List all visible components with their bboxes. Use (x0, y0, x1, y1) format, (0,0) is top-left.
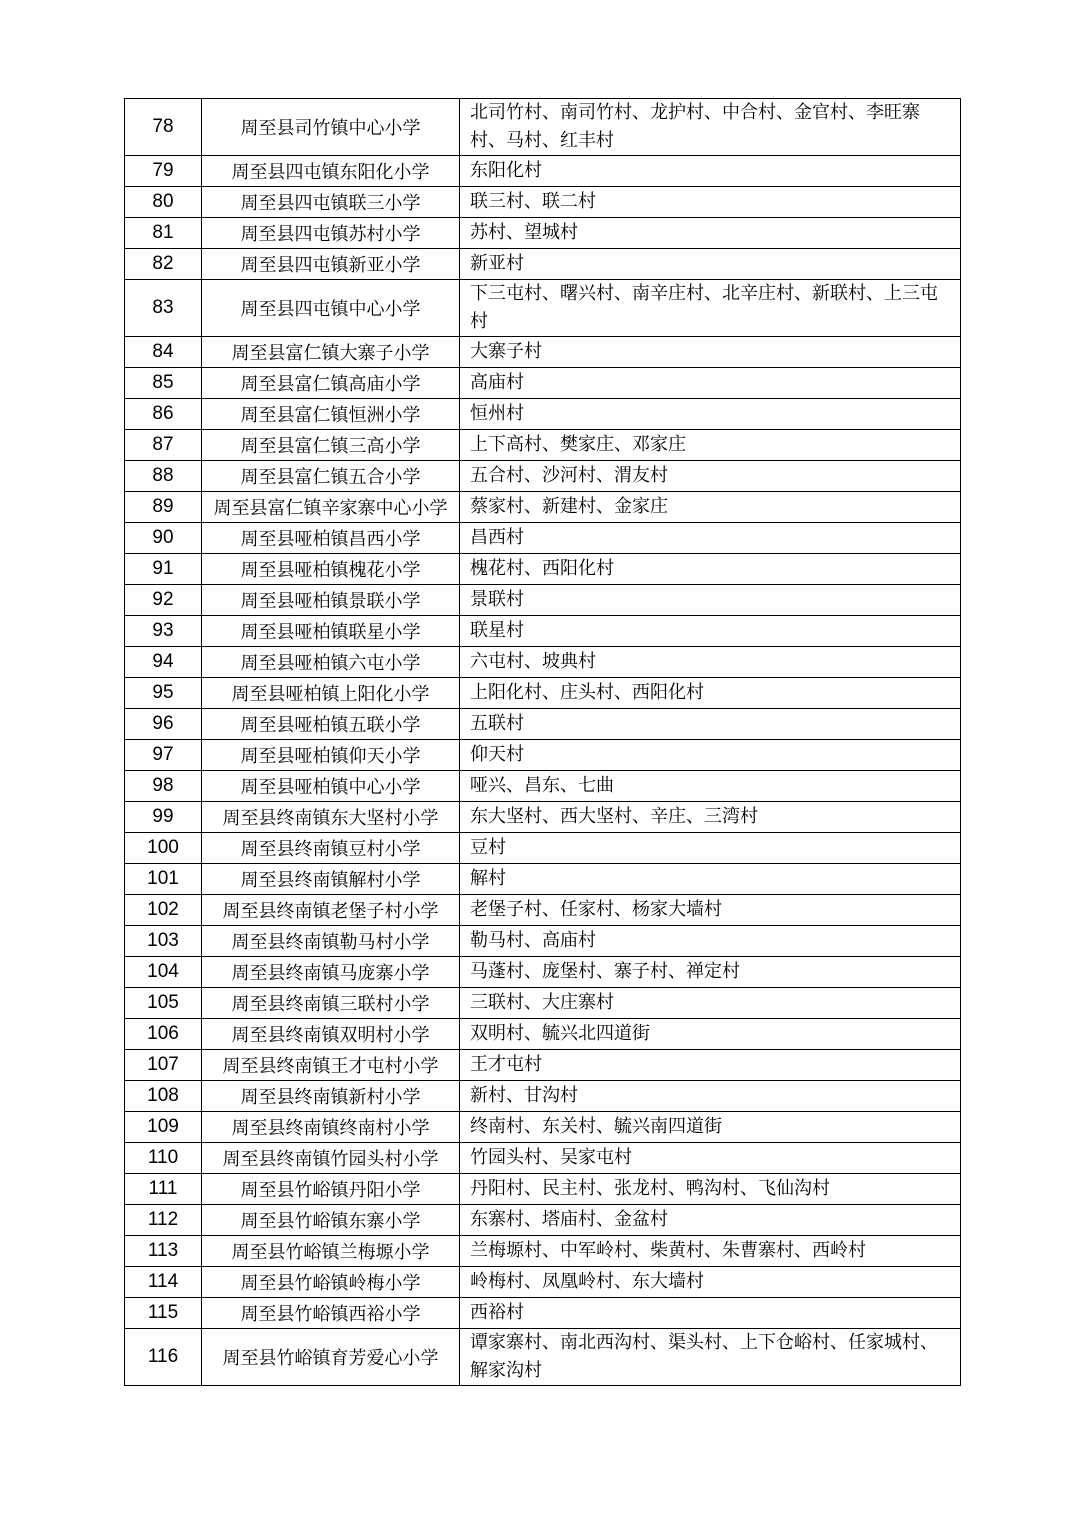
row-number: 106 (125, 1019, 202, 1050)
row-number: 88 (125, 461, 202, 492)
row-number: 113 (125, 1236, 202, 1267)
row-number: 89 (125, 492, 202, 523)
table-row (125, 709, 961, 740)
row-number: 111 (125, 1174, 202, 1205)
row-number: 78 (125, 99, 202, 156)
school-name: 周至县终南镇新村小学 (202, 1081, 460, 1112)
table-row (125, 771, 961, 802)
table-row (125, 1298, 961, 1329)
row-number: 105 (125, 988, 202, 1019)
table-row (125, 1050, 961, 1081)
school-name: 周至县终南镇解村小学 (202, 864, 460, 895)
village-list: 五联村 (460, 709, 961, 740)
school-name: 周至县四屯镇中心小学 (202, 280, 460, 337)
school-name: 周至县富仁镇三高小学 (202, 430, 460, 461)
village-list: 槐花村、西阳化村 (460, 554, 961, 585)
school-name: 周至县终南镇终南村小学 (202, 1112, 460, 1143)
row-number: 100 (125, 833, 202, 864)
village-list: 兰梅塬村、中军岭村、柴黄村、朱曹寨村、西岭村 (460, 1236, 961, 1267)
school-name: 周至县哑柏镇六屯小学 (202, 647, 460, 678)
village-list: 豆村 (460, 833, 961, 864)
table-row (125, 1267, 961, 1298)
table-row (125, 280, 961, 337)
village-list: 解村 (460, 864, 961, 895)
row-number: 90 (125, 523, 202, 554)
village-list: 老堡子村、任家村、杨家大墙村 (460, 895, 961, 926)
row-number: 101 (125, 864, 202, 895)
row-number: 96 (125, 709, 202, 740)
row-number: 116 (125, 1329, 202, 1386)
table-row (125, 1081, 961, 1112)
row-number: 94 (125, 647, 202, 678)
table-row (125, 1112, 961, 1143)
village-list: 双明村、毓兴北四道街 (460, 1019, 961, 1050)
row-number: 91 (125, 554, 202, 585)
school-name: 周至县富仁镇辛家寨中心小学 (202, 492, 460, 523)
table-row (125, 187, 961, 218)
village-list: 谭家寨村、南北西沟村、渠头村、上下仓峪村、任家城村、解家沟村 (460, 1329, 961, 1386)
row-number: 108 (125, 1081, 202, 1112)
village-list: 新亚村 (460, 249, 961, 280)
row-number: 92 (125, 585, 202, 616)
table-row (125, 1174, 961, 1205)
school-name: 周至县哑柏镇仰天小学 (202, 740, 460, 771)
school-village-table (124, 98, 961, 1386)
table-row (125, 337, 961, 368)
row-number: 98 (125, 771, 202, 802)
school-name: 周至县竹峪镇岭梅小学 (202, 1267, 460, 1298)
school-name: 周至县哑柏镇中心小学 (202, 771, 460, 802)
village-list: 东大坚村、西大坚村、辛庄、三湾村 (460, 802, 961, 833)
village-list: 蔡家村、新建村、金家庄 (460, 492, 961, 523)
table-row (125, 523, 961, 554)
row-number: 102 (125, 895, 202, 926)
school-name: 周至县竹峪镇丹阳小学 (202, 1174, 460, 1205)
village-list: 上阳化村、庄头村、西阳化村 (460, 678, 961, 709)
school-name: 周至县四屯镇东阳化小学 (202, 156, 460, 187)
table-row (125, 99, 961, 156)
village-list: 景联村 (460, 585, 961, 616)
school-name: 周至县竹峪镇西裕小学 (202, 1298, 460, 1329)
row-number: 99 (125, 802, 202, 833)
table-row (125, 492, 961, 523)
school-name: 周至县哑柏镇槐花小学 (202, 554, 460, 585)
school-name: 周至县终南镇勒马村小学 (202, 926, 460, 957)
table-row (125, 399, 961, 430)
row-number: 107 (125, 1050, 202, 1081)
village-list: 联三村、联二村 (460, 187, 961, 218)
row-number: 84 (125, 337, 202, 368)
school-name: 周至县哑柏镇上阳化小学 (202, 678, 460, 709)
school-name: 周至县竹峪镇育芳爱心小学 (202, 1329, 460, 1386)
table-row (125, 1236, 961, 1267)
row-number: 93 (125, 616, 202, 647)
row-number: 85 (125, 368, 202, 399)
row-number: 109 (125, 1112, 202, 1143)
row-number: 115 (125, 1298, 202, 1329)
village-list: 东寨村、塔庙村、金盆村 (460, 1205, 961, 1236)
village-list: 新村、甘沟村 (460, 1081, 961, 1112)
school-name: 周至县终南镇老堡子村小学 (202, 895, 460, 926)
school-name: 周至县竹峪镇兰梅塬小学 (202, 1236, 460, 1267)
school-name: 周至县终南镇马庞寨小学 (202, 957, 460, 988)
row-number: 103 (125, 926, 202, 957)
row-number: 79 (125, 156, 202, 187)
school-name: 周至县富仁镇高庙小学 (202, 368, 460, 399)
row-number: 104 (125, 957, 202, 988)
table-row (125, 926, 961, 957)
table-row (125, 647, 961, 678)
school-name: 周至县哑柏镇五联小学 (202, 709, 460, 740)
school-name: 周至县终南镇竹园头村小学 (202, 1143, 460, 1174)
school-name: 周至县司竹镇中心小学 (202, 99, 460, 156)
row-number: 82 (125, 249, 202, 280)
row-number: 112 (125, 1205, 202, 1236)
village-list: 五合村、沙河村、渭友村 (460, 461, 961, 492)
village-list: 终南村、东关村、毓兴南四道街 (460, 1112, 961, 1143)
village-list: 北司竹村、南司竹村、龙护村、中合村、金官村、李旺寨村、马村、红丰村 (460, 99, 961, 156)
row-number: 80 (125, 187, 202, 218)
table-row (125, 368, 961, 399)
school-name: 周至县终南镇豆村小学 (202, 833, 460, 864)
village-list: 西裕村 (460, 1298, 961, 1329)
village-list: 联星村 (460, 616, 961, 647)
table-row (125, 802, 961, 833)
village-list: 大寨子村 (460, 337, 961, 368)
village-list: 竹园头村、吴家屯村 (460, 1143, 961, 1174)
row-number: 110 (125, 1143, 202, 1174)
table-row (125, 833, 961, 864)
school-name: 周至县终南镇王才屯村小学 (202, 1050, 460, 1081)
village-list: 三联村、大庄寨村 (460, 988, 961, 1019)
school-name: 周至县终南镇双明村小学 (202, 1019, 460, 1050)
school-name: 周至县富仁镇大寨子小学 (202, 337, 460, 368)
school-name: 周至县四屯镇新亚小学 (202, 249, 460, 280)
school-name: 周至县终南镇三联村小学 (202, 988, 460, 1019)
village-list: 马蓬村、庞堡村、寨子村、禅定村 (460, 957, 961, 988)
table-row (125, 895, 961, 926)
table-row (125, 1143, 961, 1174)
table-body (125, 99, 961, 1386)
table-row (125, 957, 961, 988)
table-row (125, 740, 961, 771)
row-number: 97 (125, 740, 202, 771)
row-number: 95 (125, 678, 202, 709)
row-number: 114 (125, 1267, 202, 1298)
school-name: 周至县四屯镇联三小学 (202, 187, 460, 218)
table-row (125, 461, 961, 492)
row-number: 86 (125, 399, 202, 430)
village-list: 王才屯村 (460, 1050, 961, 1081)
school-name: 周至县哑柏镇联星小学 (202, 616, 460, 647)
village-list: 勒马村、高庙村 (460, 926, 961, 957)
school-name: 周至县哑柏镇景联小学 (202, 585, 460, 616)
school-name: 周至县富仁镇恒洲小学 (202, 399, 460, 430)
table-row (125, 1019, 961, 1050)
village-list: 苏村、望城村 (460, 218, 961, 249)
school-name: 周至县四屯镇苏村小学 (202, 218, 460, 249)
village-list: 昌西村 (460, 523, 961, 554)
row-number: 83 (125, 280, 202, 337)
village-list: 恒州村 (460, 399, 961, 430)
school-name: 周至县终南镇东大坚村小学 (202, 802, 460, 833)
row-number: 87 (125, 430, 202, 461)
table-row (125, 988, 961, 1019)
table-row (125, 156, 961, 187)
table-row (125, 616, 961, 647)
school-name: 周至县竹峪镇东寨小学 (202, 1205, 460, 1236)
table-row (125, 585, 961, 616)
table-row (125, 218, 961, 249)
village-list: 哑兴、昌东、七曲 (460, 771, 961, 802)
table-row (125, 554, 961, 585)
table-row (125, 1329, 961, 1386)
village-list: 下三屯村、曙兴村、南辛庄村、北辛庄村、新联村、上三屯村 (460, 280, 961, 337)
table-row (125, 1205, 961, 1236)
village-list: 仰天村 (460, 740, 961, 771)
table-row (125, 678, 961, 709)
village-list: 高庙村 (460, 368, 961, 399)
village-list: 东阳化村 (460, 156, 961, 187)
table-row (125, 249, 961, 280)
row-number: 81 (125, 218, 202, 249)
school-name: 周至县富仁镇五合小学 (202, 461, 460, 492)
table-row (125, 430, 961, 461)
school-name: 周至县哑柏镇昌西小学 (202, 523, 460, 554)
village-list: 上下高村、樊家庄、邓家庄 (460, 430, 961, 461)
village-list: 岭梅村、凤凰岭村、东大墙村 (460, 1267, 961, 1298)
village-list: 丹阳村、民主村、张龙村、鸭沟村、飞仙沟村 (460, 1174, 961, 1205)
village-list: 六屯村、坡典村 (460, 647, 961, 678)
table-row (125, 864, 961, 895)
